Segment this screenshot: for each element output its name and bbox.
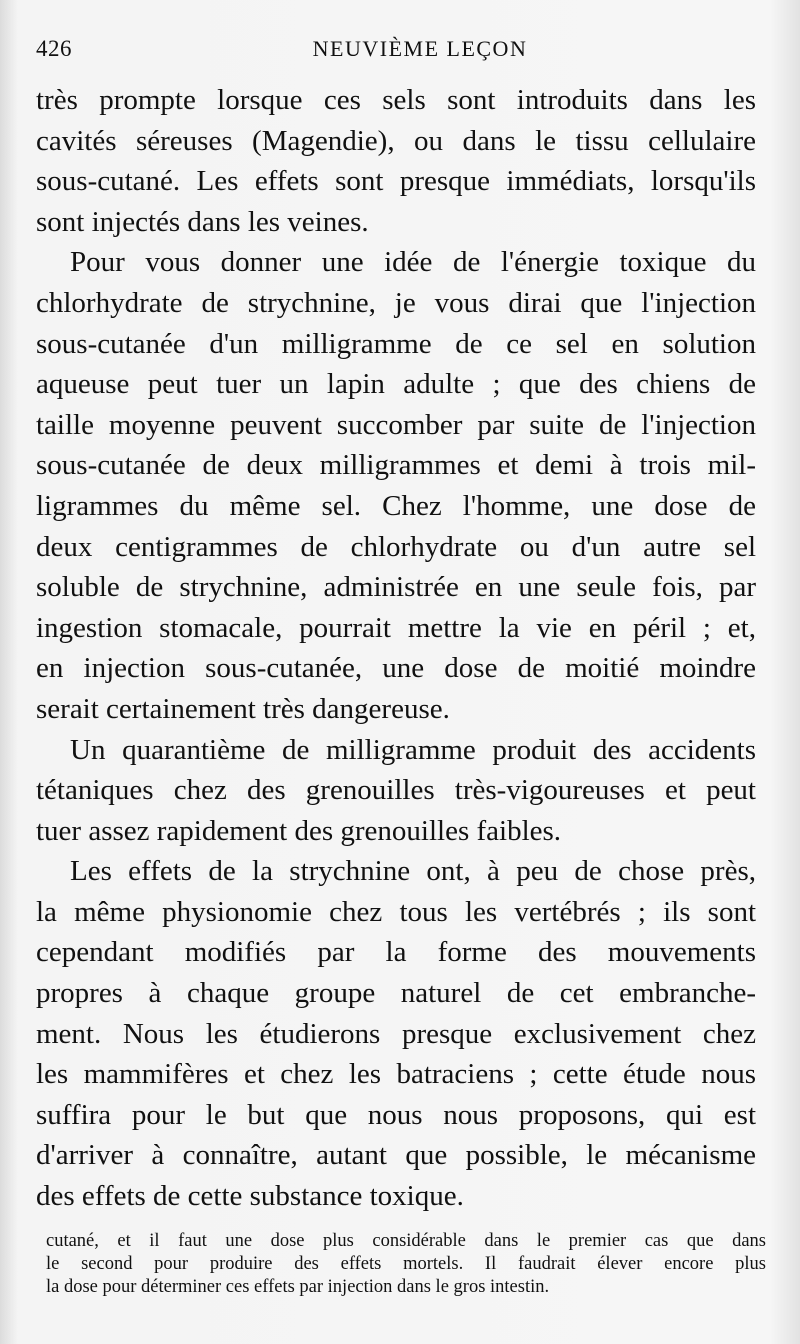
footnote-line: le second pour produire des effets mortels. Il faudrait élever encore plus — [46, 1254, 766, 1274]
text-line: sous-cutané. Les effets sont presque immédiats, lorsqu'ils — [36, 165, 756, 198]
text-line: suffira pour le but que nous nous proposons, qui est — [36, 1098, 756, 1131]
text-line: aqueuse peut tuer un lapin adulte ; que des chiens de — [36, 368, 756, 401]
text-line: tuer assez rapidement des grenouilles faibles. — [36, 814, 562, 847]
text-line: des effets de cette substance toxique. — [36, 1180, 464, 1213]
text-line: sont injectés dans les veines. — [36, 205, 369, 238]
footnote — [46, 1230, 766, 1299]
text-line: serait certainement très dangereuse. — [36, 692, 450, 725]
paragraph-first-line: Les effets de la strychnine ont, à peu de chose près, — [70, 855, 756, 888]
text-line: taille moyenne peuvent succomber par suite de l'injection — [36, 408, 756, 441]
text-line: la même physionomie chez tous les vertébrés ; ils sont — [36, 895, 756, 928]
paragraph-first-line: Pour vous donner une idée de l'énergie toxique du — [70, 246, 756, 279]
text-line: d'arriver à connaître, autant que possible, le mécanisme — [36, 1139, 756, 1172]
text-line: ment. Nous les étudierons presque exclusivement chez — [36, 1017, 756, 1050]
text-line: sous-cutanée d'un milligramme de ce sel en solution — [36, 327, 756, 360]
text-line: tétaniques chez des grenouilles très-vigoureuses et peut — [36, 774, 756, 807]
text-line: cavités séreuses (Magendie), ou dans le tissu cellulaire — [36, 124, 756, 157]
text-line: chlorhydrate de strychnine, je vous dirai que l'injection — [36, 286, 756, 319]
text-line: soluble de strychnine, administrée en une seule fois, par — [36, 571, 756, 604]
running-head: NEUVIÈME LEÇON — [312, 36, 528, 61]
text-line: ligrammes du même sel. Chez l'homme, une dose de — [36, 489, 756, 522]
text-line: propres à chaque groupe naturel de cet embranche- — [36, 977, 756, 1010]
text-line: sous-cutanée de deux milligrammes et demi à trois mil- — [36, 449, 756, 482]
body-text — [36, 80, 756, 1217]
text-line: ingestion stomacale, pourrait mettre la vie en péril ; et, — [36, 611, 756, 644]
text-line: deux centigrammes de chlorhydrate ou d'un autre sel — [36, 530, 756, 563]
page-number: 426 — [36, 36, 72, 61]
page-header — [36, 36, 754, 68]
text-line: cependant modifiés par la forme des mouvements — [36, 936, 756, 969]
footnote-line: la dose pour déterminer ces effets par injection dans le gros intestin. — [46, 1277, 550, 1297]
text-line: très prompte lorsque ces sels sont introduits dans les — [36, 84, 756, 116]
footnote-line: cutané, et il faut une dose plus considérable dans le premier cas que dans — [46, 1231, 766, 1251]
text-line: en injection sous-cutanée, une dose de moitié moindre — [36, 652, 756, 685]
paragraph-first-line: Un quarantième de milligramme produit des accidents — [70, 733, 756, 766]
text-line: les mammifères et chez les batraciens ; cette étude nous — [36, 1058, 756, 1091]
